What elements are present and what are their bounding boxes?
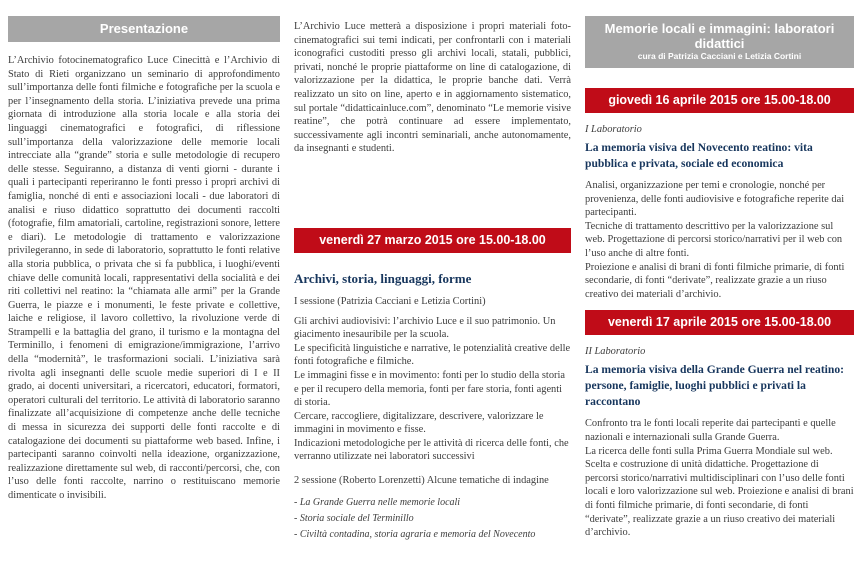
session1-paragraph: Indicazioni metodologiche per le attività di ricerca delle fonti, che verranno utilizzate nei laboratori successivi bbox=[294, 437, 569, 463]
topic-item: - La Grande Guerra nelle memorie locali bbox=[294, 496, 461, 508]
presentazione-header-label: Presentazione bbox=[99, 21, 189, 36]
left-column bbox=[8, 16, 280, 566]
section-title-archivi-storia: Archivi, storia, linguaggi, forme bbox=[294, 270, 472, 286]
lab2-label: II Laboratorio bbox=[585, 346, 646, 358]
topics-list bbox=[294, 496, 571, 542]
middle-column bbox=[294, 16, 571, 566]
lab1-paragraph: Analisi, organizzazione per temi e cronologie, nonché per provenienza, delle fonti audiovisive e fotografiche reperite dai partecipanti. bbox=[585, 180, 845, 219]
laboratori-didattici-header bbox=[585, 16, 854, 68]
topic-item: - Civiltà contadina, storia agraria e memoria del Novecento bbox=[294, 528, 536, 540]
lab-date-banner-17-aprile bbox=[585, 310, 854, 335]
laboratori-header-title: Memorie locali e immagini: laboratori didattici bbox=[604, 21, 835, 51]
session-date-banner-label: venerdì 27 marzo 2015 ore 15.00-18.00 bbox=[319, 232, 546, 247]
lab2-paragraph: La ricerca delle fonti sulla Prima Guerra Mondiale sul web. bbox=[585, 445, 833, 457]
presentazione-body-text: L’Archivio fotocinematografico Luce Cinecittà e l’Archivio di Stato di Rieti organizzano un seminario di approfondimento sull’importanza delle fonti filmiche e fotografiche per la scuola e per l’insegnamento della storia. L’iniziativa prevede una prima giornata di introduzione alla storia locale e alla storia dei linguaggi cinematografici e fotografici, di riflessione sull’importanza della valorizzazione delle memorie locali intrecciate alla “grande” storia e sulle metodologie di recupero delle stesse. Seguiranno, a distanza di venti giorni - durante i quali i partecipanti reperiranno le fonti presso i propri archivi di famiglia, nonché di enti e associazioni locali - due laboratori di analisi e riuso didattico soprattutto dei documenti raccolti (fotografie, film amatoriali, cartoline, registrazioni sonore, lettere e diari). Le metodologie di trattamento e valorizzazione privilegeranno, in sede di laboratorio, soprattutto le fonti relative alla storia pubblica, o privata che si fa pubblica, i luoghi/eventi chiave delle comunità locali, rappresentativi della socialità e dei riti collettivi nel reatino: la “chiamata alle armi” per la Grande Guerra, le piazze e i monumenti, le feste private e collettive, laiche e religiose, il lavoro collettivo, la rivoluzione verde di Strampelli e la battaglia del grano, il turismo e la montagna del Terminillo, i fenomeni di emigrazione/immigrazione, l’arrivo della “modernità”, le trasformazioni sociali. L’iniziativa sarà rivolta agli insegnanti delle scuole medie superiori di I e II grado, ai docenti universitari, a ricercatori, educatori, formatori, operatori culturali del territorio. Le attività di laboratorio saranno finalizzate all’acquisizione di competenze anche delle tecniche di messa in sicurezza dei supporti delle fonti raccolte e di catalogazione dei documenti su piattaforme web based. Infine, i partecipanti saranno coinvolti nella ideazione, organizzazione, realizzazione direttamente sul web, di racconti/percorsi, che, con l’uso delle fonti raccolte, narrino o restituiscano memorie dimenticate o invisibili. bbox=[8, 55, 280, 501]
lab2-title: La memoria visiva della Grande Guerra nel reatino: persone, famiglie, luoghi pubblici e privati la raccontano bbox=[585, 363, 845, 409]
presentazione-header bbox=[8, 16, 280, 42]
topic-item: - Storia sociale del Terminillo bbox=[294, 512, 414, 524]
lab2-banner-label: venerdì 17 aprile 2015 ore 15.00-18.00 bbox=[607, 315, 832, 330]
lab1-title: La memoria visiva del Novecento reatino: vita pubblica e privata, sociale ed economica bbox=[585, 141, 813, 170]
lab2-body bbox=[585, 417, 854, 539]
lab2-paragraph: Scelta e costruzione di unità didattiche. Progettazione di percorsi storico/narrativi multidisciplinari con l’uso delle fonti locali e loro valorizzazione sul web. Proiezione e analisi di brani di fonti filmiche primarie, di fonti secondarie, di fonti “derivate”, realizzate grazie a un riuso creativo dei materiali d’archivio. bbox=[585, 459, 854, 539]
session1-paragraph: Gli archivi audiovisivi: l’archivio Luce e il suo patrimonio. Un giacimento inesauribile per la scuola. bbox=[294, 315, 556, 341]
lab1-banner-label: giovedì 16 aprile 2015 ore 15.00-18.00 bbox=[608, 93, 831, 107]
lab-date-banner-16-aprile bbox=[585, 88, 854, 113]
right-column bbox=[585, 16, 854, 566]
lab1-paragraph: Tecniche di trattamento descrittivo per la valorizzazione sul web. Progettazione di percorsi storico/narrativi per il web con l’uso anche di altre fonti. bbox=[585, 220, 843, 259]
lab1-body bbox=[585, 179, 854, 301]
session1-paragraph: Cercare, raccogliere, digitalizzare, descrivere, valorizzare le immagini in movimento e fisse. bbox=[294, 410, 544, 436]
lab1-label: I Laboratorio bbox=[585, 124, 642, 135]
lab2-paragraph: Confronto tra le fonti locali reperite dai partecipanti e quelle nazionali e internazionali sulla Grande Guerra. bbox=[585, 418, 836, 443]
laboratori-header-subtitle: cura di Patrizia Cacciani e Letizia Cortini bbox=[637, 51, 802, 61]
session1-label: I sessione (Patrizia Cacciani e Letizia Cortini) bbox=[294, 295, 486, 307]
session2-label: 2 sessione (Roberto Lorenzetti) Alcune tematiche di indagine bbox=[294, 475, 549, 487]
session1-paragraph: Le immagini fisse e in movimento: fonti per lo studio della storia e per il recupero della memoria, fonti per fare storia, fonti agenti di storia. bbox=[294, 369, 565, 409]
session1-paragraph: Le specificità linguistiche e narrative, le potenzialità creative delle fonti fotografiche e filmiche. bbox=[294, 342, 571, 368]
session-date-banner-27-marzo bbox=[294, 228, 571, 253]
archivio-luce-intro-text: L’Archivio Luce metterà a disposizione i propri materiali foto-cinematografici sui temi indicati, per confrontarli con i materiali iconografici custoditi presso gli archivi locali, statali, pubblici, privati, nonché le proprie piattaforme on line di catalogazione, di valorizzazione per la didattica, le proprie banche dati. Verrà realizzato un sito on line, aperto e in aggiornamento sistematico, sul portale “didatticainluce.com”, denominato “Le memorie visive reatine”, che potrà continuare ad essere implementato, successivamente agli incontri seminariali, anche autonomamente, da insegnanti e studenti. bbox=[294, 21, 571, 155]
lab1-paragraph: Proiezione e analisi di brani di fonti filmiche primarie, di fonti secondarie, di fonti “derivate”, realizzate grazie a un riuso creativo dei materiali d’archivio. bbox=[585, 261, 845, 300]
